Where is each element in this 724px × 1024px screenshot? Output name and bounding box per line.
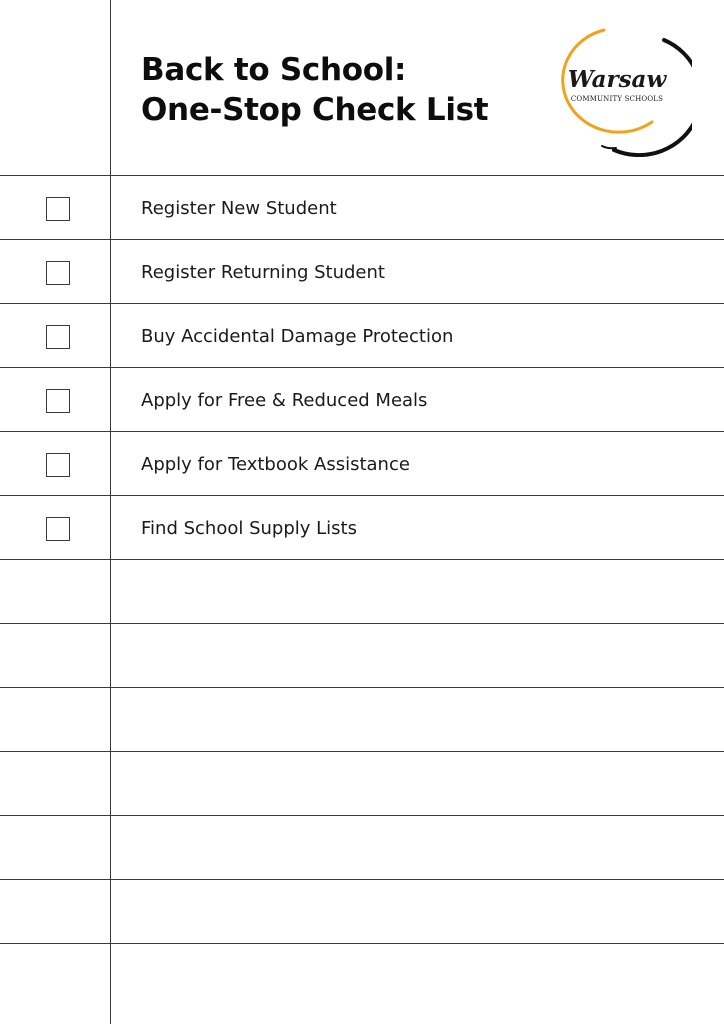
- checkbox[interactable]: [46, 453, 70, 477]
- checklist-item-label: Find School Supply Lists: [141, 518, 357, 539]
- checklist-row: [0, 431, 724, 495]
- checklist-item-label: Buy Accidental Damage Protection: [141, 326, 454, 347]
- page-header: [0, 0, 724, 175]
- checkbox[interactable]: [46, 261, 70, 285]
- checklist-row: [0, 303, 724, 367]
- checklist-row: [0, 239, 724, 303]
- page-title: [141, 50, 488, 130]
- checklist-item-label: Apply for Textbook Assistance: [141, 454, 410, 475]
- checklist-row: [0, 175, 724, 239]
- warsaw-community-schools-logo: [552, 22, 692, 157]
- blank-row: [0, 623, 724, 687]
- checkbox[interactable]: [46, 517, 70, 541]
- blank-row: [0, 815, 724, 879]
- blank-row: [0, 943, 724, 1007]
- checkbox[interactable]: [46, 389, 70, 413]
- blank-row: [0, 559, 724, 623]
- logo-subtitle: COMMUNITY SCHOOLS: [570, 95, 664, 103]
- checklist-row: [0, 495, 724, 559]
- checklist-item-label: Register New Student: [141, 198, 337, 219]
- checklist-item-label: Apply for Free & Reduced Meals: [141, 390, 428, 411]
- checklist-row: [0, 367, 724, 431]
- title-line-1: Back to School:: [141, 52, 407, 88]
- checklist-item-label: Register Returning Student: [141, 262, 385, 283]
- checkbox[interactable]: [46, 325, 70, 349]
- blank-row: [0, 687, 724, 751]
- blank-row: [0, 751, 724, 815]
- logo-wordmark: Warsaw: [567, 66, 667, 93]
- blank-row: [0, 879, 724, 943]
- title-line-2: One-Stop Check List: [141, 92, 489, 128]
- checklist-table: [0, 175, 724, 1007]
- checkbox[interactable]: [46, 197, 70, 221]
